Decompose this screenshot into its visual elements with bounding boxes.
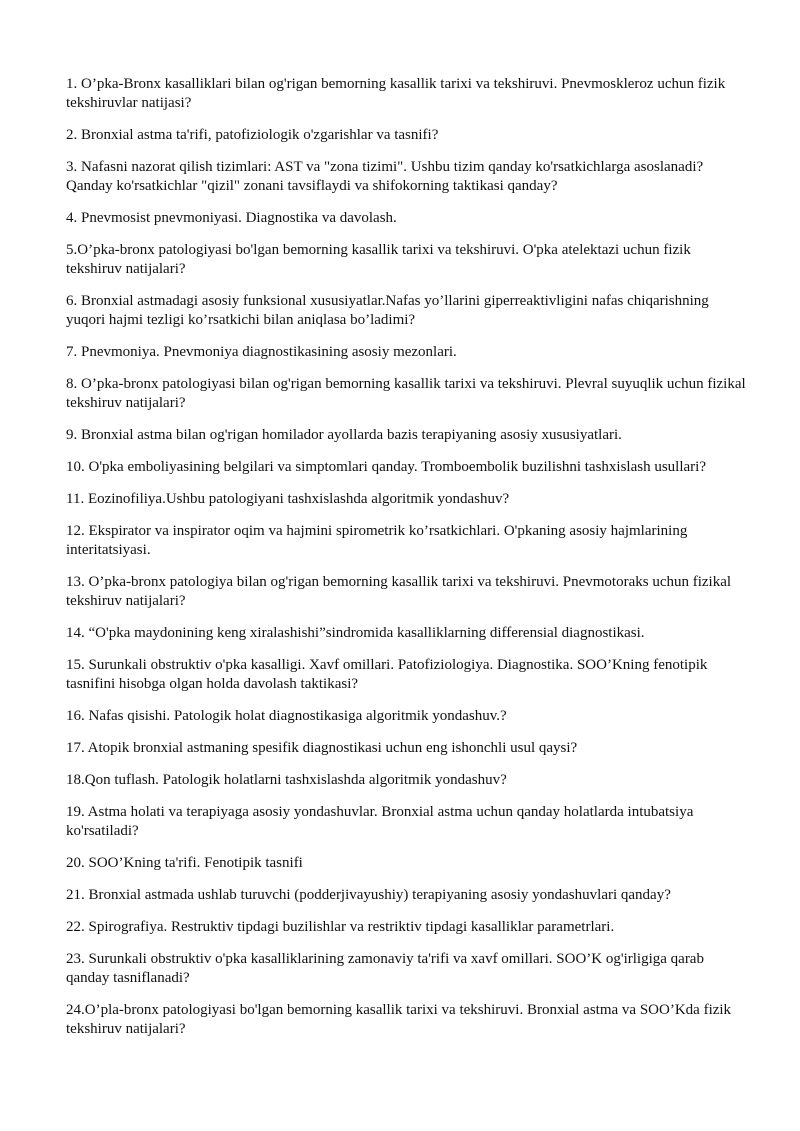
question-item: 19. Astma holati va terapiyaga asosiy yondashuvlar. Bronxial astma uchun qanday holatlarda intubatsiya ko'rsatiladi? xyxy=(66,804,694,839)
question-item: 4. Pnevmosist pnevmoniyasi. Diagnostika va davolash. xyxy=(66,210,397,226)
question-item: 6. Bronxial astmadagi asosiy funksional xususiyatlar.Nafas yo’llarini giperreaktivligini nafas chiqarishning yuqori hajmi tezligi ko’rsatkichi bilan aniqlasa bo’ladimi? xyxy=(66,293,709,328)
question-item: 2. Bronxial astma ta'rifi, patofiziologik o'zgarishlar va tasnifi? xyxy=(66,127,439,143)
question-item: 8. O’pka-bronx patologiyasi bilan og'rigan bemorning kasallik tarixi va tekshiruvi. Plevral suyuqlik uchun fizikal tekshiruv natijalari? xyxy=(66,376,746,411)
question-item: 11. Eozinofiliya.Ushbu patologiyani tashxislashda algoritmik yondashuv? xyxy=(66,491,510,507)
question-item: 15. Surunkali obstruktiv o'pka kasalligi. Xavf omillari. Patofiziologiya. Diagnostika. SOO’Kning fenotipik tasnifini hisobga olgan holda davolash taktikasi? xyxy=(66,657,708,692)
question-item: 21. Bronxial astmada ushlab turuvchi (podderjivayushiy) terapiyaning asosiy yondashuvlari qanday? xyxy=(66,887,671,903)
question-item: 1. O’pka-Bronx kasalliklari bilan og'rigan bemorning kasallik tarixi va tekshiruvi. Pnevmoskleroz uchun fizik tekshiruvlar natijasi? xyxy=(66,76,726,111)
question-item: 10. O'pka emboliyasining belgilari va simptomlari qanday. Tromboembolik buzilishni tashxislash usullari? xyxy=(66,459,706,475)
question-item: 5.O’pka-bronx patologiyasi bo'lgan bemorning kasallik tarixi va tekshiruvi. O'pka atelektazi uchun fizik tekshiruv natijalari? xyxy=(66,242,691,277)
question-item: 20. SOO’Kning ta'rifi. Fenotipik tasnifi xyxy=(66,855,303,871)
question-item: 17. Atopik bronxial astmaning spesifik diagnostikasi uchun eng ishonchli usul qaysi? xyxy=(66,740,578,756)
question-item: 3. Nafasni nazorat qilish tizimlari: AST va "zona tizimi". Ushbu tizim qanday ko'rsatkichlarga asoslanadi? Qanday ko'rsatkichlar "qizil" zonani tavsiflaydi va shifokorning taktikasi qanday? xyxy=(66,159,704,194)
question-item: 22. Spirografiya. Restruktiv tipdagi buzilishlar va restriktiv tipdagi kasalliklar parametrlari. xyxy=(66,919,615,935)
question-item: 23. Surunkali obstruktiv o'pka kasalliklarining zamonaviy ta'rifi va xavf omillari. SOO’K og'irligiga qarab qanday tasniflanadi? xyxy=(66,951,704,986)
question-item: 9. Bronxial astma bilan og'rigan homilador ayollarda bazis terapiyaning asosiy xususiyatlari. xyxy=(66,427,622,443)
question-item: 7. Pnevmoniya. Pnevmoniya diagnostikasining asosiy mezonlari. xyxy=(66,344,457,360)
question-item: 16. Nafas qisishi. Patologik holat diagnostikasiga algoritmik yondashuv.? xyxy=(66,708,507,724)
question-item: 24.O’pla-bronx patologiyasi bo'lgan bemorning kasallik tarixi va tekshiruvi. Bronxial astma va SOO’Kda fizik tekshiruv natijalari? xyxy=(66,1002,732,1037)
question-item: 12. Ekspirator va inspirator oqim va hajmini spirometrik ko’rsatkichlari. O'pkaning asosiy hajmlarining interitatsiyasi. xyxy=(66,523,688,558)
question-item: 18.Qon tuflash. Patologik holatlarni tashxislashda algoritmik yondashuv? xyxy=(66,772,507,788)
question-item: 13. O’pka-bronx patologiya bilan og'rigan bemorning kasallik tarixi va tekshiruvi. Pnevmotoraks uchun fizikal tekshiruv natijalari? xyxy=(66,574,732,609)
question-list xyxy=(66,75,748,1052)
question-item: 14. “O'pka maydonining keng xiralashishi”sindromida kasalliklarning differensial diagnostikasi. xyxy=(66,625,645,641)
